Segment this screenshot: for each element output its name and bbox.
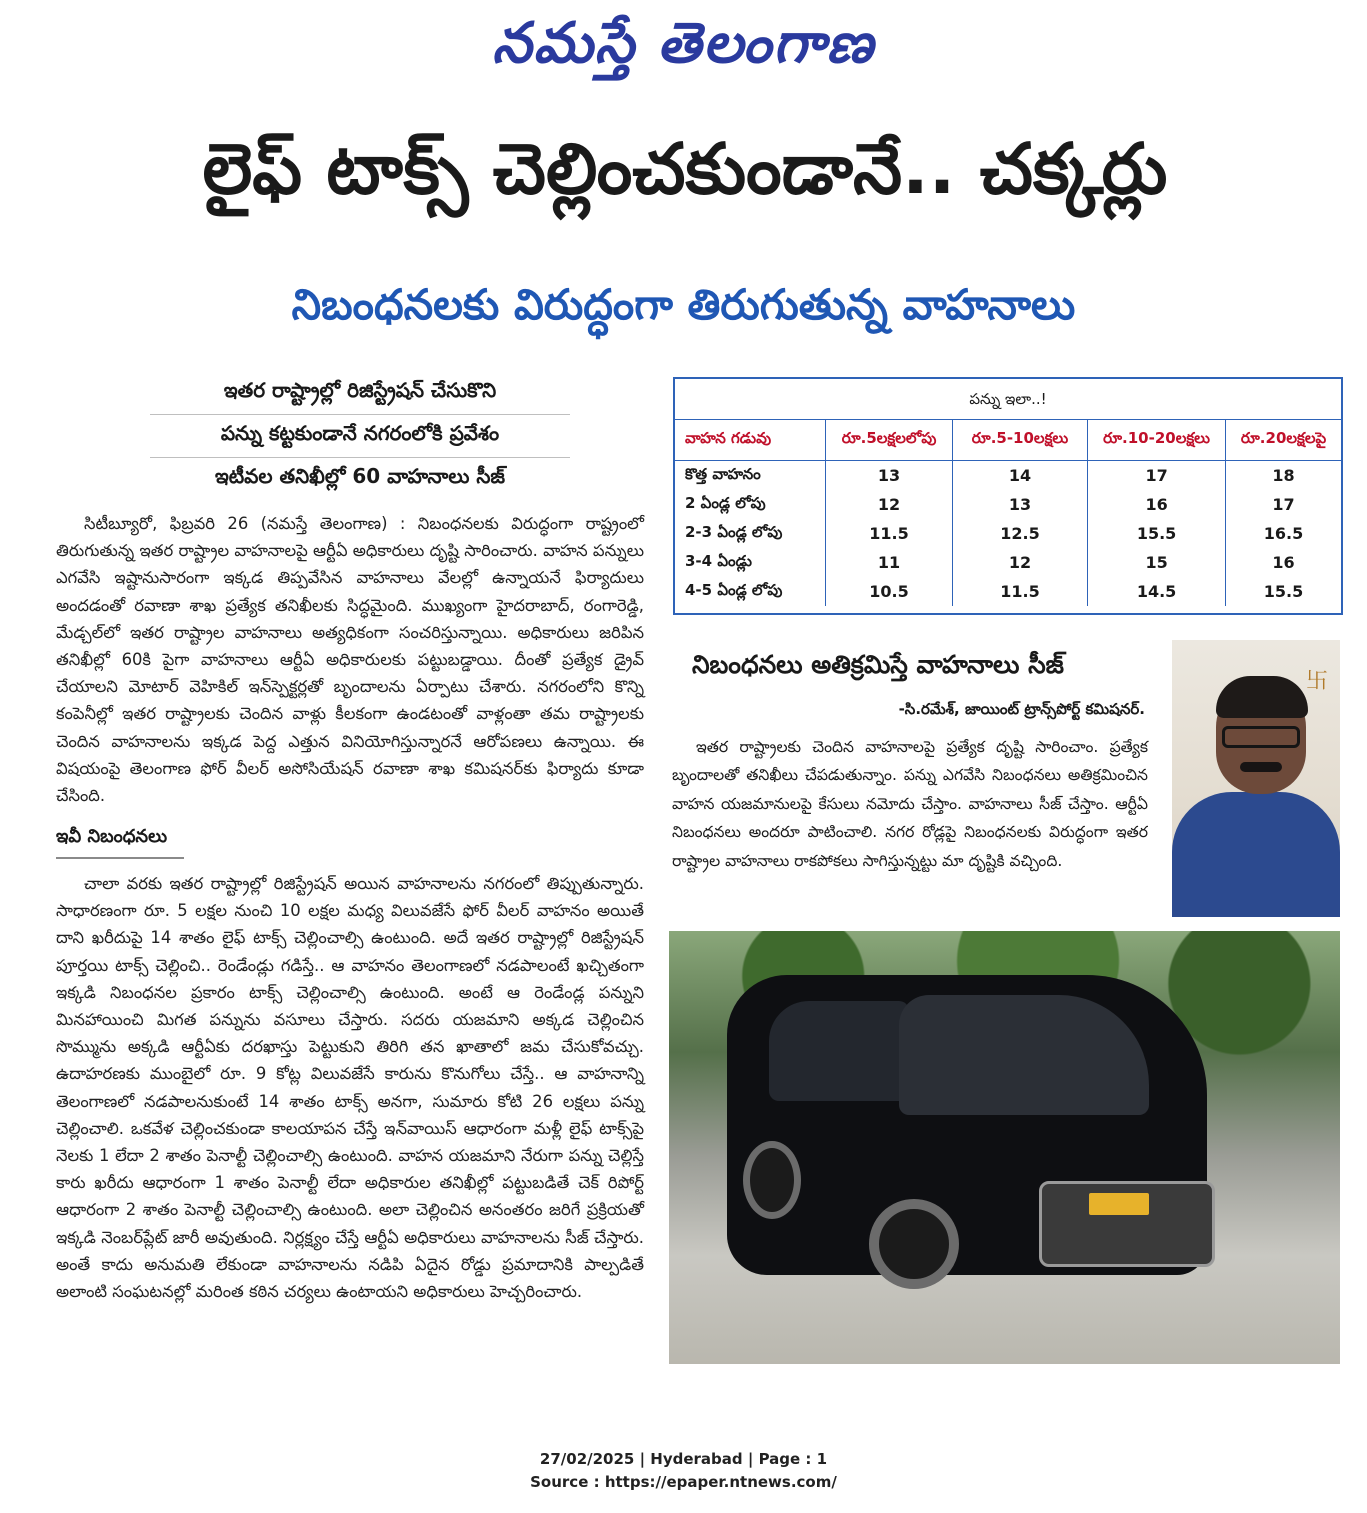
article-paragraph-2 — [56, 870, 644, 1305]
table-cell: 2 ఏండ్ల లోపు — [685, 493, 766, 512]
portrait-moustache — [1240, 762, 1282, 772]
table-cell: 17 — [1088, 461, 1226, 491]
table-cell: 13 — [952, 490, 1087, 519]
table-cell: 15.5 — [1088, 519, 1226, 548]
footer-date-line: 27/02/2025 | Hyderabad | Page : 1 — [539, 1450, 828, 1468]
table-cell: 16.5 — [1226, 519, 1341, 548]
table-cell: 14 — [952, 461, 1087, 491]
table-row — [675, 519, 1341, 548]
table-row — [675, 577, 1341, 606]
photo-rear-wheel — [743, 1141, 801, 1219]
tax-table — [675, 420, 1341, 606]
masthead-logo: నమస్తే తెలంగాణ — [492, 10, 875, 76]
table-cell: 14.5 — [1088, 577, 1226, 606]
table-cell: 17 — [1226, 490, 1341, 519]
table-cell: 4-5 ఏండ్ల లోపు — [685, 580, 783, 599]
quote-title: నిబంధనలు అతిక్రమిస్తే వాహనాలు సీజ్ — [692, 650, 1064, 679]
paragraph-text: చాలా వరకు ఇతర రాష్ట్రాల్లో రిజిస్ట్రేషన్ అయిన వాహనాలను నగరంలో తిప్పుతున్నారు. సాధారణంగా రూ. 5 లక్షల నుంచి 10 లక్షల మధ్య విలువజేసే ఫోర్ వీలర్ వాహనం అయితే దాని ఖరీదుపై 14 శాతం లైఫ్ టాక్స్ చెల్లించాల్సి ఉంటుంది. అదే ఇతర రాష్ట్రాల్లో రిజిస్ట్రేషన్ పూర్తయి టాక్స్ చెల్లించి.. రెండేండ్లు గడిస్తే.. ఆ వాహనం తెలంగాణలో నడపాలంటే ఖచ్చితంగా ఇక్కడి నిబంధనల ప్రకారం టాక్స్ చెల్లించాల్సి ఉంటుంది. అంటే ఆ రెండేండ్ల పన్నుని మినహాయించి మిగత పన్నును వసూలు చేస్తారు. సదరు యజమాని అక్కడ చెల్లించిన సొమ్మును అక్కడి ఆర్టీఏకు దరఖాస్తు పెట్టుకుని తిరిగి తన ఖాతాలో జమ చేసుకోవచ్చు. ఉదాహరణకు ముంబైలో రూ. 9 కోట్ల విలువజేసే కారును కొనుగోలు చేస్తే.. ఆ వాహనాన్ని తెలంగాణలో నడపాలనుకుంటే 14 శాతం టాక్స్ అనగా, సుమారు కోటి 26 లక్షలు పన్ను చెల్లించాలి. ఒకవేళ చెల్లించకుండా కాలయాపన చేస్తే ఇన్‌వాయిస్ ఆధారంగా మళ్లీ లైఫ్ టాక్స్‌పై నెలకు 1 లేదా 2 శాతం పెనాల్టీ చెల్లించాల్సి ఉంటుంది. వాహన యజమాని నేరుగా పన్ను చెల్లిస్తే కారు ఖరీదు ఆధారంగా 1 శాతం పెనాల్టీ లేదా అధికారుల తనిఖీల్లో పట్టుబడితే చెక్ రిపోర్ట్ ఆధారంగా 2 శాతం పెనాల్టీ చెల్లించాల్సి ఉంటుంది. అలా చెల్లించిన అనంతరం జరిగే ప్రక్రియతో ఇక్కడి నెంబర్‌ప్లేట్ జారీ అవుతుంది. నిర్లక్ష్యం చేస్తే ఆర్టీఏ అధికారులు వాహనాలను సీజ్ చేస్తారు. అంతే కాదు అనుమతి లేకుండా వాహనాలను నడిపి ఏదైన రోడ్డు ప్రమాదానికి పాల్పడితే అలాంటి సంఘటనల్లో మరింత కఠిన చర్యలు ఉంటాయని అధికారులు హెచ్చరించారు. — [56, 874, 644, 1302]
table-cell: 13 — [826, 461, 953, 491]
table-cell: 16 — [1088, 490, 1226, 519]
table-cell: 11 — [826, 548, 953, 577]
tax-table-header-row — [675, 420, 1341, 461]
column-header: రూ.10-20లక్షలు — [1088, 420, 1226, 461]
paragraph-text: సిటీబ్యూరో, ఫిబ్రవరి 26 (నమస్తే తెలంగాణ) : నిబంధనలకు విరుద్ధంగా రాష్ట్రంలో తిరుగుతున్న ఇతర రాష్ట్రాల వాహనాలపై ఆర్టీఏ అధికారులు దృష్టి సారించారు. వాహన పన్నులు ఎగవేసి ఇష్టానుసారంగా ఇక్కడ తిప్పవేసిన వాహనాలు వేలల్లో ఉన్నాయనే ఫిర్యాదులు అందడంతో రవాణా శాఖ ప్రత్యేక తనిఖీలకు సిద్ధమైంది. ముఖ్యంగా హైదరాబాద్, రంగారెడ్డి, మేడ్చల్‌లో ఇతర రాష్ట్రాల వాహనాలు అత్యధికంగా సంచరిస్తున్నాయి. అధికారులు జరిపిన తనిఖీల్లో 60కి పైగా వాహనాలు ఆర్టీఏ అధికారులకు పట్టుబడ్డాయి. దీంతో ప్రత్యేక డ్రైవ్ చేయాలని మోటార్ వెహికిల్ ఇన్‌స్పెక్టర్లతో బృందాలను ఏర్పాటు చేశారు. నగరంలోని కొన్ని కంపెనీల్లో ఇతర రాష్ట్రాలకు చెందిన వాళ్లు కీలకంగా ఉండటంతో వాళ్లంతా తమ రాష్ట్రాలకు చెందిన వాహనాలను ఇక్కడ పెద్ద ఎత్తున వినియోగిస్తున్నారనే ఆరోపణలు ఉన్నాయి. ఈ విషయంపై తెలంగాణ ఫోర్ వీలర్ అసోసియేషన్ రవాణా శాఖ కమిషనర్‌కు ఫిర్యాదు కూడా చేసింది. — [56, 514, 644, 806]
table-cell: 15.5 — [1226, 577, 1341, 606]
quote-byline: -సి.రమేశ్, జాయింట్ ట్రాన్స్‌పోర్ట్ కమిషనర్. — [898, 700, 1145, 718]
column-header: రూ.20లక్షలపై — [1226, 420, 1341, 461]
subheadline: నిబంధనలకు విరుద్ధంగా తిరుగుతున్న వాహనాలు — [291, 280, 1076, 329]
table-row — [675, 490, 1341, 519]
article-paragraph-1 — [56, 510, 644, 809]
photo-van-side-window — [769, 1001, 909, 1101]
column-header: వాహన గడువు — [675, 420, 826, 461]
photo-front-wheel — [869, 1199, 959, 1289]
table-cell: 2-3 ఏండ్ల లోపు — [685, 522, 783, 541]
table-cell: 12.5 — [952, 519, 1087, 548]
table-cell: కొత్త వాహనం — [685, 464, 761, 483]
vehicle-photo — [669, 931, 1340, 1364]
deck-line: పన్ను కట్టకుండానే నగరంలోకి ప్రవేశం — [150, 415, 570, 458]
table-cell: 12 — [952, 548, 1087, 577]
photo-number-plate — [1089, 1193, 1149, 1215]
deck-list — [150, 372, 570, 500]
headline: లైఫ్ టాక్స్ చెల్లించకుండానే.. చక్కర్లు — [202, 128, 1168, 210]
deck-line: ఇటీవల తనిఖీల్లో 60 వాహనాలు సీజ్ — [214, 464, 506, 488]
portrait-shirt — [1172, 792, 1340, 917]
table-cell: 16 — [1226, 548, 1341, 577]
tax-table-box — [673, 377, 1343, 615]
table-cell: 18 — [1226, 461, 1341, 491]
table-cell: 10.5 — [826, 577, 953, 606]
table-row — [675, 461, 1341, 491]
table-row — [675, 548, 1341, 577]
page-footer — [0, 1448, 1367, 1494]
swastika-symbol-icon: 卐 — [1305, 669, 1328, 694]
portrait-hair — [1216, 676, 1308, 718]
table-cell: 3-4 ఏండ్లు — [685, 551, 752, 570]
footer-source-line: Source : https://epaper.ntnews.com/ — [530, 1473, 837, 1491]
official-portrait-photo — [1172, 640, 1340, 917]
table-cell: 12 — [826, 490, 953, 519]
table-cell: 11.5 — [952, 577, 1087, 606]
deck-line: ఇతర రాష్ట్రాల్లో రిజిస్ట్రేషన్ చేసుకొని — [150, 372, 570, 415]
quote-text: ఇతర రాష్ట్రాలకు చెందిన వాహనాలపై ప్రత్యేక దృష్టి సారించాం. ప్రత్యేక బృందాలతో తనిఖీలు చేపడుతున్నాం. పన్ను ఎగవేసి నిబంధనలు అతిక్రమించిన వాహన యజమానులపై కేసులు నమోదు చేస్తాం. వాహనాలు సీజ్ చేస్తాం. ఆర్టీఏ నిబంధనలు అందరూ పాటించాలి. నగర రోడ్లపై నిబంధనలకు విరుద్ధంగా ఇతర రాష్ట్రాల వాహనాలు రాకపోకలు సాగిస్తున్నట్టు మా దృష్టికి వచ్చింది. — [672, 738, 1148, 870]
tax-table-title: పన్ను ఇలా..! — [675, 379, 1341, 420]
column-header: రూ.5లక్షలలోపు — [826, 420, 953, 461]
portrait-glasses — [1222, 726, 1300, 748]
column-header: రూ.5-10లక్షలు — [952, 420, 1087, 461]
section-subhead: ఇవీ నిబంధనలు — [56, 826, 184, 859]
table-cell: 15 — [1088, 548, 1226, 577]
table-cell: 11.5 — [826, 519, 953, 548]
photo-van-windshield — [899, 995, 1149, 1115]
